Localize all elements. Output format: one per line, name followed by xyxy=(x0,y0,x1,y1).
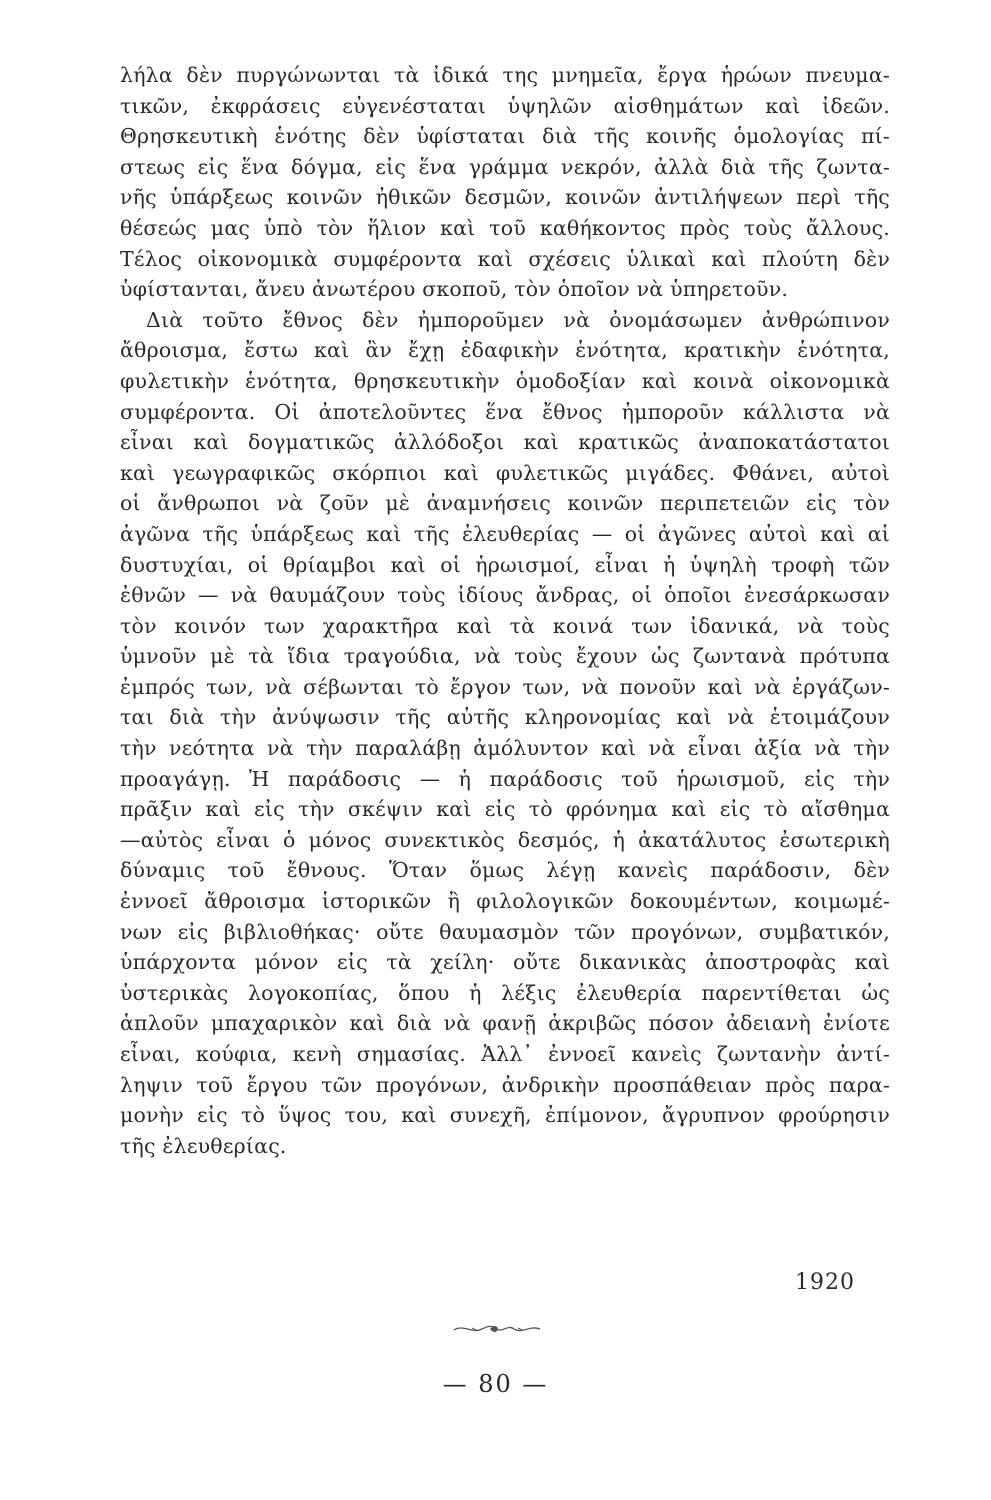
text-line: λήλα δὲν πυργώνωνται τὰ ἰδικά της μνημεῖα, ἔργα ἡρώων πνευμα- xyxy=(120,63,890,87)
text-line: ἀγῶνα τῆς ὑπάρξεως καὶ τῆς ἐλευθερίας — οἱ ἀγῶνες αὐτοὶ καὶ αἱ xyxy=(120,521,890,546)
text-line: πρᾶξιν καὶ εἰς τὴν σκέψιν καὶ εἰς τὸ φρόνημα καὶ εἰς τὸ αἴσθημα xyxy=(120,797,890,822)
body-text xyxy=(120,60,890,1161)
text-line: τικῶν, ἐκφράσεις εὐγενέσταται ὑψηλῶν αἰσθημάτων καὶ ἰδεῶν. xyxy=(120,93,890,118)
date-year: 1920 xyxy=(795,1270,855,1295)
decorative-flourish-icon xyxy=(452,1321,542,1337)
text-line: τὸν κοινόν των χαρακτῆρα καὶ τὰ κοινά των ἰδανικά, νὰ τοὺς xyxy=(120,613,890,638)
text-line: συμφέροντα. Οἱ ἀποτελοῦντες ἕνα ἔθνος ἠμποροῦν κάλλιστα νὰ xyxy=(120,399,890,424)
text-line: ται διὰ τὴν ἀνύψωσιν τῆς αὐτῆς κληρονομίας καὶ νὰ ἑτοιμάζουν xyxy=(120,705,890,730)
text-line: —αὐτὸς εἶναι ὁ μόνος συνεκτικὸς δεσμός, ἡ ἀκατάλυτος ἐσωτερικὴ xyxy=(120,827,890,852)
text-line: Τέλος οἰκονομικὰ συμφέροντα καὶ σχέσεις ὑλικαὶ καὶ πλούτη δὲν xyxy=(120,246,890,271)
text-line: ἄθροισμα, ἔστω καὶ ἂν ἔχῃ ἐδαφικὴν ἑνότητα, κρατικὴν ἑνότητα, xyxy=(120,338,890,363)
text-line: προαγάγῃ. Ἡ παράδοσις — ἡ παράδοσις τοῦ ἡρωισμοῦ, εἰς τὴν xyxy=(120,766,890,791)
text-line: νῆς ὑπάρξεως κοινῶν ἠθικῶν δεσμῶν, κοινῶν ἀντιλήψεων περὶ τῆς xyxy=(120,185,890,210)
text-line: δύναμις τοῦ ἔθνους. Ὅταν ὅμως λέγῃ κανεὶς παράδοσιν, δὲν xyxy=(120,858,890,883)
text-line: στεως εἰς ἕνα δόγμα, εἰς ἕνα γράμμα νεκρόν, ἀλλὰ διὰ τῆς ζωντα- xyxy=(120,154,890,179)
text-line: φυλετικὴν ἑνότητα, θρησκευτικὴν ὁμοδοξίαν καὶ κοινὰ οἰκονομικὰ xyxy=(120,368,890,393)
text-line: τῆς ἐλευθερίας. xyxy=(120,1133,287,1158)
text-line: τὴν νεότητα νὰ τὴν παραλάβῃ ἀμόλυντον καὶ νὰ εἶναι ἀξία νὰ τὴν xyxy=(120,736,890,761)
text-line: ἐμπρός των, νὰ σέβωνται τὸ ἔργον των, νὰ πονοῦν καὶ νὰ ἐργάζων- xyxy=(120,674,890,699)
text-line: νων εἰς βιβλιοθήκας· οὔτε θαυμασμὸν τῶν προγόνων, συμβατικόν, xyxy=(120,919,890,944)
text-line: ληψιν τοῦ ἔργου τῶν προγόνων, ἀνδρικὴν προσπάθειαν πρὸς παρα- xyxy=(120,1072,890,1097)
text-line: εἶναι καὶ δογματικῶς ἀλλόδοξοι καὶ κρατικῶς ἀναποκατάστατοι xyxy=(120,430,890,455)
text-line: Θρησκευτικὴ ἑνότης δὲν ὑφίσταται διὰ τῆς κοινῆς ὁμολογίας πί- xyxy=(120,124,890,149)
text-line: ἐννοεῖ ἄθροισμα ἱστορικῶν ἢ φιλολογικῶν δοκουμέντων, κοιμωμέ- xyxy=(120,889,890,914)
text-line: ὑμνοῦν μὲ τὰ ἴδια τραγούδια, νὰ τοὺς ἔχουν ὡς ζωντανὰ πρότυπα xyxy=(120,644,890,669)
page-number: — 80 — xyxy=(442,1370,549,1398)
text-line: δυστυχίαι, οἱ θρίαμβοι καὶ οἱ ἡρωισμοί, εἶναι ἡ ὑψηλὴ τροφὴ τῶν xyxy=(120,552,890,577)
text-line: Διὰ τοῦτο ἔθνος δὲν ἠμποροῦμεν νὰ ὀνομάσωμεν ἀνθρώπινον xyxy=(146,307,890,332)
text-line: οἱ ἄνθρωποι νὰ ζοῦν μὲ ἀναμνήσεις κοινῶν περιπετειῶν εἰς τὸν xyxy=(120,491,890,516)
text-line: μονὴν εἰς τὸ ὕψος του, καὶ συνεχῆ, ἐπίμονον, ἄγρυπνον φρούρησιν xyxy=(120,1103,890,1128)
text-line: εἶναι, κούφια, κενὴ σημασίας. Ἀλλ᾽ ἐννοεῖ κανεὶς ζωντανὴν ἀντί- xyxy=(120,1042,890,1066)
text-line: ὑφίστανται, ἄνευ ἀνωτέρου σκοποῦ, τὸν ὁποῖον νὰ ὑπηρετοῦν. xyxy=(120,277,789,302)
text-line: ἐθνῶν — νὰ θαυμάζουν τοὺς ἰδίους ἄνδρας, οἱ ὁποῖοι ἐνεσάρκωσαν xyxy=(120,583,890,608)
text-line: καὶ γεωγραφικῶς σκόρπιοι καὶ φυλετικῶς μιγάδες. Φθάνει, αὐτοὶ xyxy=(120,460,890,485)
text-line: θέσεώς μας ὑπὸ τὸν ἥλιον καὶ τοῦ καθήκοντος πρὸς τοὺς ἄλλους. xyxy=(120,215,890,240)
text-line: ὑστερικὰς λογοκοπίας, ὅπου ἡ λέξις ἐλευθερία παρεντίθεται ὡς xyxy=(120,980,890,1005)
text-line: ὑπάρχοντα μόνον εἰς τὰ χείλη· οὔτε δικανικὰς ἀποστροφὰς καὶ xyxy=(120,950,890,975)
text-line: ἁπλοῦν μπαχαρικὸν καὶ διὰ νὰ φανῇ ἀκριβῶς πόσον ἀδειανὴ ἐνίοτε xyxy=(120,1011,890,1036)
